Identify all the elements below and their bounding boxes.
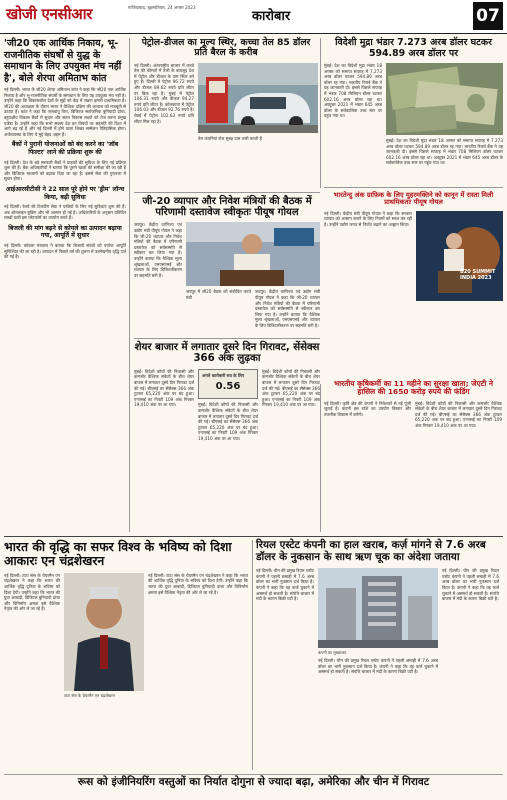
- column-divider: [320, 38, 321, 188]
- left-sub-body-2: नई दिल्ली। रेलवे की टिकटिंग सेवा ने यात्रियों के लिए नई सुविधाएं शुरू की हैं। अब ऑनलाइन बुकिंग और भी आसान हो गई है। अधिकारियों के अनुसार प्रतिदिन लाखों यात्री इस प्लेटफॉर्म का उपयोग करते हैं।: [4, 204, 126, 221]
- real-estate-caption: कंपनी का मुख्यालय: [318, 650, 347, 656]
- fuel-headline: पेट्रोल-डीजल का मूल्य स्थिर, कच्चा तेल 85 डॉलर प्रति बैरल के करीब: [141, 37, 311, 59]
- agri-funding-article: [324, 380, 503, 532]
- export-article: [4, 777, 503, 799]
- real-estate-body-continued: नई दिल्ली। चीन की प्रमुख रियल एस्टेट कंपनी ने पहली छमाही में 7.6 अरब डॉलर का भारी नुकसान दर्ज किया है। कंपनी ने कहा कि वह कर्ज चुकाने में असमर्थ हो सकती है। संपत्ति बाजार में मंदी के कारण बिक्री घटी है।: [318, 658, 438, 675]
- currency-notes-photo: [386, 63, 503, 135]
- newspaper-name: खोजी एनसीआर: [6, 5, 93, 23]
- section-divider: [4, 536, 503, 537]
- building-photo: [318, 568, 438, 648]
- chandrasekaran-article: [4, 540, 250, 772]
- fuel-article: [134, 38, 318, 190]
- chandrasekaran-body: नई दिल्ली। टाटा संस के चेयरमैन एन चंद्रशेखरन ने कहा कि भारत की आर्थिक वृद्धि दुनिया के भविष्य को दिशा देगी। उन्होंने कहा कि भारत की युवा आबादी, डिजिटल बुनियादी ढांचा और विनिर्माण क्षमता इसे वैश्विक नेतृत्व की ओर ले जा रहे हैं।: [4, 572, 60, 612]
- left-lead-headline: 'जी20 एक आर्थिक निकाय, भू-राजनीतिक संघर्षों से युद्ध के समाधान के लिए उपयुक्त मंच नहीं है', बोले शेरपा अमिताभ कांत: [4, 38, 122, 84]
- section-divider: [134, 338, 320, 339]
- real-estate-body-3: नई दिल्ली। चीन की प्रमुख रियल एस्टेट कंपनी ने पहली छमाही में 7.6 अरब डॉलर का भारी नुकसान दर्ज किया है। कंपनी ने कहा कि वह कर्ज चुकाने में असमर्थ हो सकती है। संपत्ति बाजार में मंदी के कारण बिक्री घटी है।: [442, 568, 499, 602]
- export-headline: रूस को इंजीनियरिंग वस्तुओं का निर्यात दोगुना से ज्यादा बढ़ा, अमेरिका और चीन में गिरावट: [77, 776, 430, 788]
- chandrasekaran-caption: टाटा संस के चेयरमैन एन चंद्रशेखरन: [64, 692, 115, 698]
- chandrasekaran-body-2: नई दिल्ली। टाटा संस के चेयरमैन एन चंद्रशेखरन ने कहा कि भारत की आर्थिक वृद्धि दुनिया के भविष्य को दिशा देगी। उन्होंने कहा कि भारत की युवा आबादी, डिजिटल बुनियादी ढांचा और विनिर्माण क्षमता इसे वैश्विक नेतृत्व की ओर ले जा रहे हैं।: [148, 572, 248, 595]
- g20-body-continued: जयपुर। केंद्रीय वाणिज्य एवं उद्योग मंत्री पीयूष गोयल ने कहा कि जी-20 व्यापार और निवेश मंत्रियों की बैठक में परिणामी दस्तावेज को सर्वसम्मति से स्वीकार कर लिया गया है। उन्होंने बताया कि वैश्विक मूल्य श्रृंखलाओं, एमएसएमई और व्यापार के लिए डिजिटलीकरण पर सहमति बनी है।: [255, 289, 320, 328]
- column-divider: [252, 540, 253, 770]
- column-divider: [320, 384, 321, 532]
- g20-headline: जी-20 व्यापार और निवेश मंत्रियों की बैठक में परिणामी दस्तावेज स्वीकृतः पीयूष गोयल: [142, 196, 312, 219]
- left-lead-body: नई दिल्ली। भारत के जी20 शेरपा अमिताभ कांत ने कहा कि जी20 एक आर्थिक निकाय है और भू-राजनीतिक संघर्षों के समाधान के लिए यह उपयुक्त मंच नहीं है। उन्होंने कहा कि विकासशील देशों के मुद्दों को केंद्र में रखना हमारी प्राथमिकता है। जी20 की अध्यक्षता के दौरान भारत ने वैश्विक दक्षिण की आवाज को मजबूती से उठाया है। कांत ने कहा कि जलवायु वित्त, डिजिटल सार्वजनिक बुनियादी ढांचा, बहुपक्षीय विकास बैंकों में सुधार और सतत विकास लक्ष्यों को तेज करना प्रमुख एजेंडा है। उन्होंने कहा कि सभी सदस्य देश इन विषयों पर सहमति की दिशा में आगे बढ़ रहे हैं और नई दिल्ली में होने वाला शिखर सम्मेलन ऐतिहासिक होगा। अर्थव्यवस्था के लिए ये मुद्दे बेहद अहम हैं।: [4, 87, 126, 137]
- g20-article: [134, 196, 320, 336]
- forex-headline: विदेशी मुद्रा भंडार 7.273 अरब डॉलर घटकर 594.89 अरब डॉलर पर: [335, 37, 492, 59]
- left-sub-headline-1: बैंकों ने पुरानी योजनाओं को बंद करने का 'जॉब फिल्टर' लाने की प्रक्रिया शुरू की: [11, 141, 119, 156]
- chandrasekaran-headline: भारत की वृद्धि का सफर विश्व के भविष्य को दिशा आकारः एन चंद्रशेखरन: [4, 539, 232, 568]
- forex-body-continued: मुंबई। देश का विदेशी मुद्रा भंडार 18 अगस्त को समाप्त सप्ताह में 7.273 अरब डॉलर घटकर 594.89 अरब डॉलर रह गया। भारतीय रिजर्व बैंक ने यह जानकारी दी। इससे पिछले सप्ताह में भंडार 708 मिलियन डॉलर घटकर 602.16 अरब डॉलर रहा था। अक्टूबर 2021 में भंडार 645 अरब डॉलर के सर्वकालिक उच्च स्तर पर पहुंच गया था।: [386, 138, 503, 166]
- g20-caption: जयपुर में जी20 बैठक को संबोधित करते मंत्री: [186, 289, 251, 300]
- forex-article: [324, 38, 503, 376]
- agri-funding-headline: भारतीय कृषिकर्मी का 11 महीने का सुरक्षा खाता; जेएटी ने हासिल की 1650 करोड़ रुपये की फंडिंग: [334, 379, 493, 397]
- section-divider: [4, 774, 503, 775]
- left-column: [4, 38, 130, 532]
- agri-funding-body: नई दिल्ली। कृषि क्षेत्र की कंपनी ने निवेशकों से नई पूंजी जुटाई है। कंपनी इस राशि का उपयोग विस्तार और तकनीक विकास में करेगी।: [324, 400, 411, 417]
- market-body-col3: मुंबई। विदेशी कोषों की निकासी और कमजोर वैश्विक संकेतों के बीच शेयर बाजार में लगातार दूसरे दिन गिरावट दर्ज की गई। बीएसई का सेंसेक्स 366 अंक टूटकर 65,220 अंक पर बंद हुआ। एनएसई का निफ्टी 109 अंक गिरकर 19,410 अंक पर आ गया।: [262, 368, 320, 408]
- market-headline: शेयर बाजार में लगातार दूसरे दिन गिरावट, सेंसेक्स 366 अंक लुढ़का: [134, 342, 320, 365]
- agri-funding-body-2: मुंबई। विदेशी कोषों की निकासी और कमजोर वैश्विक संकेतों के बीच शेयर बाजार में लगातार दूसरे दिन गिरावट दर्ज की गई। बीएसई का सेंसेक्स 366 अंक टूटकर 65,220 अंक पर बंद हुआ। एनएसई का निफ्टी 109 अंक गिरकर 19,410 अंक पर आ गया।: [415, 400, 502, 428]
- forex-sub-body: नई दिल्ली। केंद्रीय मंत्री पीयूष गोयल ने कहा कि सरकार व्यापार को आसान बनाने के लिए नियमों को सरल कर रही है। उन्होंने उद्योग जगत से निर्यात बढ़ाने का आह्वान किया।: [324, 210, 412, 227]
- section-title: कारोबार: [252, 9, 291, 24]
- real-estate-headline: रियल एस्टेट कंपनी का हाल खराब, कर्ज़ मांगने से 7.6 अरब डॉलर के नुकसान के साथ ऋण चूक का अंदेशा जताया: [256, 539, 486, 563]
- b20-banner-text: B20 SUMMIT INDIA 2023: [460, 268, 496, 281]
- b20-summit-photo: [416, 211, 503, 301]
- fuel-body: नई दिल्ली। अंतरराष्ट्रीय बाजार में कच्चे तेल की कीमतों में तेजी के बावजूद देश में पेट्रोल और डीजल के दाम स्थिर बने हुए हैं। दिल्ली में पेट्रोल 96.72 रुपये और डीजल 89.62 रुपये प्रति लीटर पर बिक रहा है। मुंबई में पेट्रोल 106.31 रुपये और डीजल 94.27 रुपये प्रति लीटर है। कोलकाता में पेट्रोल 106.03 और डीजल 92.76 रुपये है। चेन्नई में पेट्रोल 102.63 रुपये प्रति लीटर मिल रहा है।: [134, 62, 194, 124]
- section-divider: [134, 192, 320, 193]
- market-body-continued: मुंबई। विदेशी कोषों की निकासी और कमजोर वैश्विक संकेतों के बीच शेयर बाजार में लगातार दूसरे दिन गिरावट दर्ज की गई। बीएसई का सेंसेक्स 366 अंक टूटकर 65,220 अंक पर बंद हुआ। एनएसई का निफ्टी 109 अंक गिरकर 19,410 अंक पर आ गया।: [198, 402, 258, 441]
- fuel-caption: तेल कंपनियां रोज सुबह दाम जारी करती हैं: [198, 135, 262, 141]
- page-number: 07: [473, 2, 503, 30]
- chandrasekaran-photo: [64, 573, 144, 691]
- real-estate-article: [256, 540, 503, 772]
- left-sub-body-1: नई दिल्ली। देश के बड़े सरकारी बैंकों ने ग्राहकों की सुविधा के लिए नई प्रक्रिया शुरू की है। बैंक अधिकारियों ने बताया कि पुराने खातों की समीक्षा की जा रही है और डिजिटल माध्यमों को बढ़ावा दिया जा रहा है। इससे सेवा की गुणवत्ता में सुधार होगा।: [4, 159, 126, 182]
- g20-body: जयपुर। केंद्रीय वाणिज्य एवं उद्योग मंत्री पीयूष गोयल ने कहा कि जी-20 व्यापार और निवेश मंत्रियों की बैठक में परिणामी दस्तावेज को सर्वसम्मति से स्वीकार कर लिया गया है। उन्होंने बताया कि वैश्विक मूल्य श्रृंखलाओं, एमएसएमई और व्यापार के लिए डिजिटलीकरण पर सहमति बनी है।: [134, 222, 182, 278]
- market-body: मुंबई। विदेशी कोषों की निकासी और कमजोर वैश्विक संकेतों के बीच शेयर बाजार में लगातार दूसरे दिन गिरावट दर्ज की गई। बीएसई का सेंसेक्स 366 अंक टूटकर 65,220 अंक पर बंद हुआ। एनएसई का निफ्टी 109 अंक गिरकर 19,410 अंक पर आ गया।: [134, 368, 194, 408]
- market-box-value: 0.56: [215, 381, 241, 393]
- left-sub-headline-2: आईआरसीटीसी ने 22 साल पूरे होने पर 'ड्रीम' लॉन्च किया, बढ़ी सुविधा: [5, 185, 125, 201]
- left-sub-headline-3: बिजली की मांग बढ़ने से कोयले का उत्पादन बढ़ाया गया, आपूर्ति में सुधार: [8, 224, 122, 240]
- forex-sub-headline: भारतेन्दु अंक ग्राफ़िक के लिए मुहरमक्तिने को कानून में रास्ता मिली प्राथमिकताः पीयूष गोयल: [333, 191, 494, 207]
- minister-photo: [186, 222, 320, 286]
- market-info-box: [198, 369, 258, 400]
- real-estate-body: नई दिल्ली। चीन की प्रमुख रियल एस्टेट कंपनी ने पहली छमाही में 7.6 अरब डॉलर का भारी नुकसान दर्ज किया है। कंपनी ने कहा कि वह कर्ज चुकाने में असमर्थ हो सकती है। संपत्ति बाजार में मंदी के कारण बिक्री घटी है।: [256, 568, 314, 602]
- section-divider: [324, 187, 503, 188]
- left-sub-body-3: नई दिल्ली। कोयला मंत्रालय ने बताया कि बिजली संयंत्रों को पर्याप्त आपूर्ति सुनिश्चित की जा रही है। उत्पादन में पिछले वर्ष की तुलना में उल्लेखनीय वृद्धि दर्ज की गई है।: [4, 243, 126, 260]
- masthead: [0, 0, 507, 34]
- forex-body: मुंबई। देश का विदेशी मुद्रा भंडार 18 अगस्त को समाप्त सप्ताह में 7.273 अरब डॉलर घटकर 594.89 अरब डॉलर रह गया। भारतीय रिजर्व बैंक ने यह जानकारी दी। इससे पिछले सप्ताह में भंडार 708 मिलियन डॉलर घटकर 602.16 अरब डॉलर रहा था। अक्टूबर 2021 में भंडार 645 अरब डॉलर के सर्वकालिक उच्च स्तर पर पहुंच गया था।: [324, 63, 382, 119]
- fuel-station-photo: [198, 63, 318, 133]
- market-box-label: अगले कारोबारी सत्र के लिए: [202, 372, 245, 378]
- edition-meta: गाजियाबाद, बृहस्पतिवार, 24 अगस्त 2023: [128, 5, 196, 10]
